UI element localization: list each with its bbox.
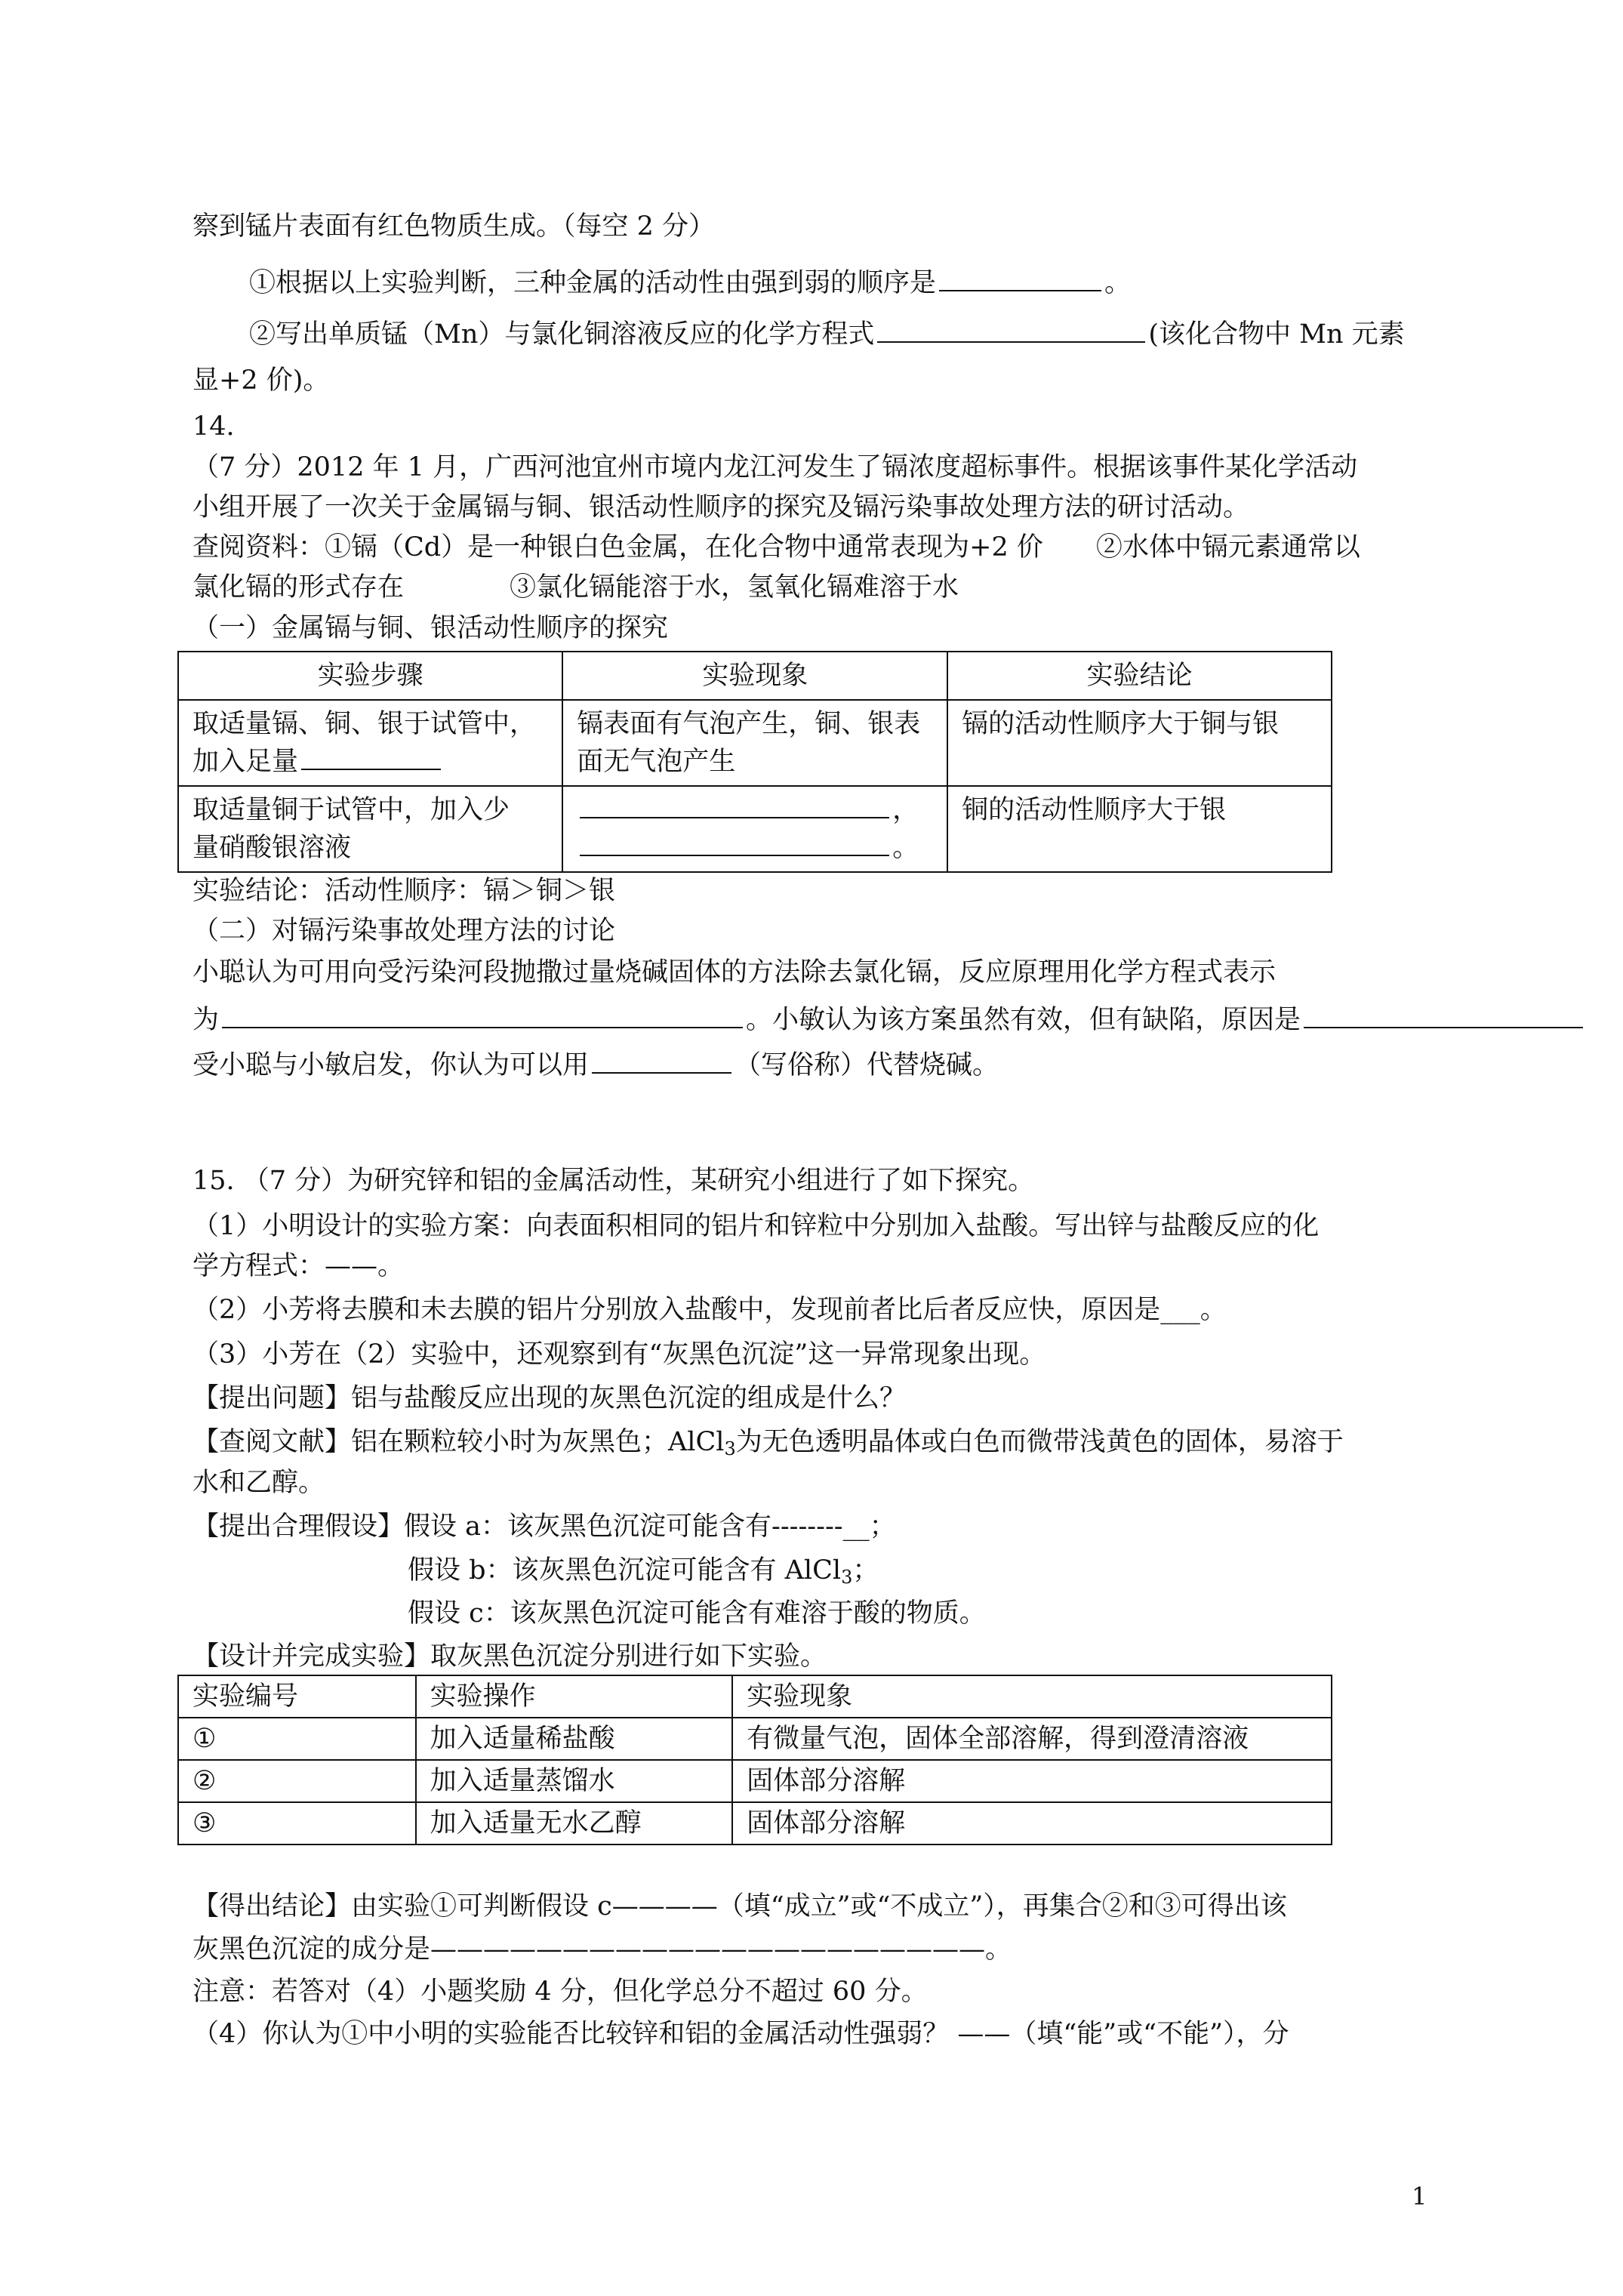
table-cell <box>562 700 947 786</box>
q14-conclusion: 实验结论：活动性顺序：镉＞铜＞银 <box>192 876 616 906</box>
table-header: 实验步骤 <box>178 652 562 700</box>
q14-disc2: 为 。小敏认为该方案虽然有效，但有缺陷，原因是 <box>192 1001 1586 1037</box>
q15-p1a: （1）小明设计的实验方案：向表面积相同的铝片和锌粒中分别加入盐酸。写出锌与盐酸反应的化 <box>192 1211 1320 1241</box>
answer-blank[interactable] <box>1304 1001 1583 1028</box>
table-cell <box>178 700 562 786</box>
table-row <box>178 1718 1332 1760</box>
q15-concl1: 【得出结论】由实验①可判断假设 c————（填“成立”或“不成立”），再集合②和③可得出该 <box>192 1891 1287 1922</box>
q15-p1b: 学方程式：——。 <box>192 1251 405 1281</box>
q14-ref1: 查阅资料：①镉（Cd）是一种银白色金属，在化合物中通常表现为+2 价 ②水体中镉元素通常以 <box>192 532 1360 562</box>
table-header: 实验操作 <box>416 1675 732 1718</box>
cell-text: 量硝酸银溶液 <box>192 833 352 863</box>
cell-text: 面无气泡产生 <box>577 747 736 777</box>
q15-p4: （4）你认为①中小明的实验能否比较锌和铝的金属活动性强弱？ ——（填“能”或“不能”），分 <box>192 2019 1289 2049</box>
cell-text: 。 <box>577 829 933 867</box>
cell-text: 取适量铜于试管中，加入少 <box>192 795 510 825</box>
table-cell: 固体部分溶解 <box>732 1802 1332 1845</box>
q13-line3: 显+2 价)。 <box>192 365 330 396</box>
cell-text: 镉表面有气泡产生，铜、银表 <box>577 709 921 739</box>
answer-blank[interactable] <box>580 829 889 856</box>
answer-blank[interactable] <box>877 316 1145 343</box>
table-row <box>178 700 1332 786</box>
table-cell: 加入适量无水乙醇 <box>416 1802 732 1845</box>
table-cell: ③ <box>178 1802 416 1845</box>
answer-blank[interactable] <box>939 264 1101 291</box>
answer-blank[interactable] <box>592 1046 731 1074</box>
q15-lit2: 水和乙醇。 <box>192 1468 325 1498</box>
table-cell: ② <box>178 1760 416 1802</box>
page-number: 1 <box>1412 2182 1427 2211</box>
q15-table <box>177 1675 1332 1845</box>
q15-hyp-a: 【提出合理假设】假设 a：该灰黑色沉淀可能含有--------__； <box>192 1512 896 1542</box>
table-header-row <box>178 1675 1332 1718</box>
table-cell: 加入适量稀盐酸 <box>416 1718 732 1760</box>
table-row <box>178 1760 1332 1802</box>
table-cell <box>562 786 947 872</box>
q15-design: 【设计并完成实验】取灰黑色沉淀分别进行如下实验。 <box>192 1641 827 1672</box>
answer-blank[interactable] <box>580 791 889 818</box>
table-cell: ① <box>178 1718 416 1760</box>
table-header: 实验编号 <box>178 1675 416 1718</box>
table-header: 实验现象 <box>732 1675 1332 1718</box>
answer-blank[interactable] <box>301 743 441 770</box>
q14-intro1: （7 分）2012 年 1 月，广西河池宜州市境内龙江河发生了镉浓度超标事件。根据该事件某化学活动 <box>192 452 1358 482</box>
q15-intro: 15. （7 分）为研究锌和铝的金属活动性，某研究小组进行了如下探究。 <box>192 1166 1035 1196</box>
q13-line1: ①根据以上实验判断，三种金属的活动性由强到弱的顺序是 。 <box>249 264 1131 300</box>
q15-p2: （2）小芳将去膜和未去膜的铝片分别放入盐酸中，发现前者比后者反应快，原因是___。 <box>192 1295 1227 1325</box>
table-cell <box>178 786 562 872</box>
q14-ref2: 氯化镉的形式存在 ③氯化镉能溶于水，氢氧化镉难溶于水 <box>192 572 959 603</box>
q14-disc1: 小聪认为可用向受污染河段抛撒过量烧碱固体的方法除去氯化镉，反应原理用化学方程式表示 <box>192 957 1277 988</box>
q15-question: 【提出问题】铝与盐酸反应出现的灰黑色沉淀的组成是什么？ <box>192 1383 907 1413</box>
table-cell: 镉的活动性顺序大于铜与银 <box>947 700 1332 786</box>
q15-note: 注意：若答对（4）小题奖励 4 分，但化学总分不超过 60 分。 <box>192 1977 928 2007</box>
table-row <box>178 786 1332 872</box>
q13-line2: ②写出单质锰（Mn）与氯化铜溶液反应的化学方程式 (该化合物中 Mn 元素 <box>249 316 1405 351</box>
table-row <box>178 1802 1332 1845</box>
q15-p3: （3）小芳在（2）实验中，还观察到有“灰黑色沉淀”这一异常现象出现。 <box>192 1339 1046 1370</box>
table-cell: 加入适量蒸馏水 <box>416 1760 732 1802</box>
q13-line0: 察到锰片表面有红色物质生成。（每空 2 分） <box>192 211 716 242</box>
cell-text: 加入足量 <box>192 743 548 781</box>
q15-lit1: 【查阅文献】铝在颗粒较小时为灰黑色；AlCl$_3$为无色透明晶体或白色而微带浅黄色的固体，易溶于 <box>192 1427 1344 1459</box>
q14-number: 14. <box>192 411 235 442</box>
table-header: 实验现象 <box>562 652 947 700</box>
cell-text: ， <box>577 791 933 829</box>
q15-concl2: 灰黑色沉淀的成分是—————————————————————。 <box>192 1934 1012 1965</box>
table-header-row <box>178 652 1332 700</box>
q15-hyp-b: 假设 b：该灰黑色沉淀可能含有 AlCl$_3$； <box>408 1555 879 1588</box>
table-cell: 有微量气泡，固体全部溶解，得到澄清溶液 <box>732 1718 1332 1760</box>
cell-text: 取适量镉、铜、银于试管中， <box>192 709 537 739</box>
q14-part1: （一）金属镉与铜、银活动性顺序的探究 <box>192 613 669 643</box>
table-cell: 固体部分溶解 <box>732 1760 1332 1802</box>
answer-blank[interactable] <box>222 1001 743 1028</box>
q14-part2: （二）对镉污染事故处理方法的讨论 <box>192 916 616 946</box>
table-header: 实验结论 <box>947 652 1332 700</box>
q14-intro2: 小组开展了一次关于金属镉与铜、银活动性顺序的探究及镉污染事故处理方法的研讨活动。 <box>192 492 1250 522</box>
q15-hyp-c: 假设 c：该灰黑色沉淀可能含有难溶于酸的物质。 <box>408 1598 986 1629</box>
table-cell: 铜的活动性顺序大于银 <box>947 786 1332 872</box>
q14-table <box>177 651 1332 873</box>
q14-disc3: 受小聪与小敏启发，你认为可以用 （写俗称）代替烧碱。 <box>192 1046 999 1082</box>
